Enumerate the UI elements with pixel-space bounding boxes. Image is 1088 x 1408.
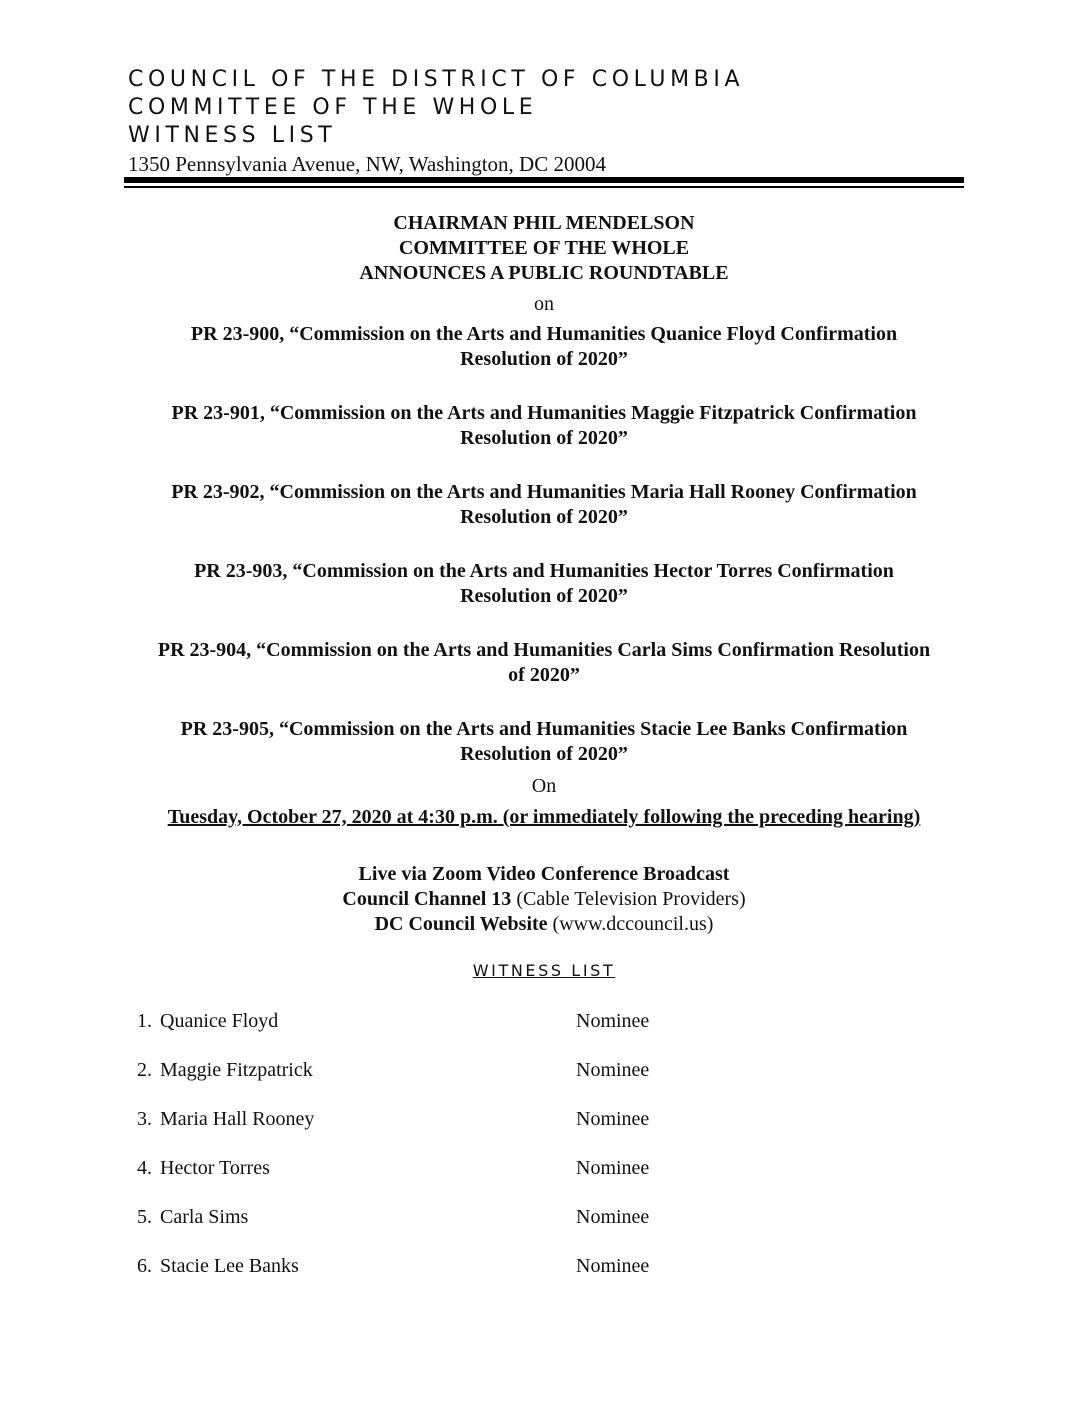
- witness-name: Carla Sims: [160, 1206, 249, 1228]
- resolution-item: [124, 480, 964, 530]
- announcement-heading: [124, 211, 964, 286]
- resolution-line: Resolution of 2020”: [460, 506, 628, 528]
- resolution-item: [124, 717, 964, 767]
- witness-row: [128, 1253, 828, 1279]
- resolution-line: Resolution of 2020”: [460, 585, 628, 607]
- witness-number: 2.: [137, 1059, 152, 1081]
- broadcast-website-name: DC Council Website: [374, 913, 548, 935]
- witness-list-title-text: WITNESS LIST: [472, 961, 616, 980]
- resolution-item: [124, 559, 964, 609]
- witness-number: 3.: [137, 1108, 152, 1130]
- resolution-line: Resolution of 2020”: [460, 348, 628, 370]
- header-rule-thin: [124, 186, 964, 188]
- resolution-item: [124, 401, 964, 451]
- witness-role: Nominee: [576, 1108, 650, 1130]
- letterhead-council: COUNCIL OF THE DISTRICT OF COLUMBIA: [128, 67, 745, 92]
- witness-row: [128, 1155, 828, 1181]
- resolution-line: PR 23-903, “Commission on the Arts and Humanities Hector Torres Confirmation: [194, 560, 894, 582]
- witness-number: 5.: [137, 1206, 152, 1228]
- resolution-line: PR 23-905, “Commission on the Arts and Humanities Stacie Lee Banks Confirmation: [180, 718, 908, 740]
- witness-row: [128, 1106, 828, 1132]
- resolution-line: PR 23-904, “Commission on the Arts and Humanities Carla Sims Confirmation Resolution: [157, 639, 931, 661]
- broadcast-channel-note: (Cable Television Providers): [511, 888, 746, 910]
- witness-number: 6.: [137, 1255, 152, 1277]
- witness-list-title: [124, 961, 964, 980]
- resolution-item: [124, 322, 964, 372]
- witness-name: Maria Hall Rooney: [160, 1108, 315, 1130]
- resolution-line: PR 23-902, “Commission on the Arts and Humanities Maria Hall Rooney Confirmation: [171, 481, 917, 503]
- witness-role: Nominee: [576, 1206, 650, 1228]
- resolution-line: Resolution of 2020”: [460, 427, 628, 449]
- witness-role: Nominee: [576, 1255, 650, 1277]
- on-connector: on: [534, 293, 554, 315]
- resolution-line: PR 23-900, “Commission on the Arts and Humanities Quanice Floyd Confirmation: [190, 323, 898, 345]
- witness-name: Quanice Floyd: [160, 1010, 279, 1032]
- broadcast-channel: [124, 887, 964, 912]
- letterhead: [128, 66, 744, 177]
- resolution-line: Resolution of 2020”: [460, 743, 628, 765]
- letterhead-committee: COMMITTEE OF THE WHOLE: [128, 95, 538, 120]
- letterhead-address: 1350 Pennsylvania Avenue, NW, Washington, DC 20004: [128, 152, 606, 176]
- witness-name: Hector Torres: [160, 1157, 270, 1179]
- resolution-line: PR 23-901, “Commission on the Arts and Humanities Maggie Fitzpatrick Confirmation: [171, 402, 917, 424]
- announcement-committee: COMMITTEE OF THE WHOLE: [398, 237, 690, 259]
- broadcast-zoom: Live via Zoom Video Conference Broadcast: [358, 863, 730, 885]
- witness-name: Maggie Fitzpatrick: [160, 1059, 313, 1081]
- broadcast-channel-name: Council Channel 13: [342, 888, 512, 910]
- broadcast-website: [124, 912, 964, 937]
- letterhead-witness-list: WITNESS LIST: [128, 123, 337, 148]
- hearing-date: Tuesday, October 27, 2020 at 4:30 p.m. (or immediately following the preceding hearing): [167, 806, 921, 828]
- resolution-line: of 2020”: [508, 664, 580, 686]
- witness-role: Nominee: [576, 1059, 650, 1081]
- witness-row: [128, 1057, 828, 1083]
- announcement-roundtable: ANNOUNCES A PUBLIC ROUNDTABLE: [359, 262, 729, 284]
- announcement-chairman: CHAIRMAN PHIL MENDELSON: [393, 212, 695, 234]
- witness-name: Stacie Lee Banks: [160, 1255, 299, 1277]
- on-date-connector: On: [531, 775, 557, 797]
- header-rule-thick: [124, 177, 964, 183]
- witness-row: [128, 1008, 828, 1034]
- resolution-item: [124, 638, 964, 688]
- witness-role: Nominee: [576, 1157, 650, 1179]
- witness-role: Nominee: [576, 1010, 650, 1032]
- broadcast-website-url: (www.dccouncil.us): [547, 913, 714, 935]
- witness-row: [128, 1204, 828, 1230]
- witness-number: 1.: [137, 1010, 152, 1032]
- witness-number: 4.: [137, 1157, 152, 1179]
- broadcast-info: [124, 862, 964, 937]
